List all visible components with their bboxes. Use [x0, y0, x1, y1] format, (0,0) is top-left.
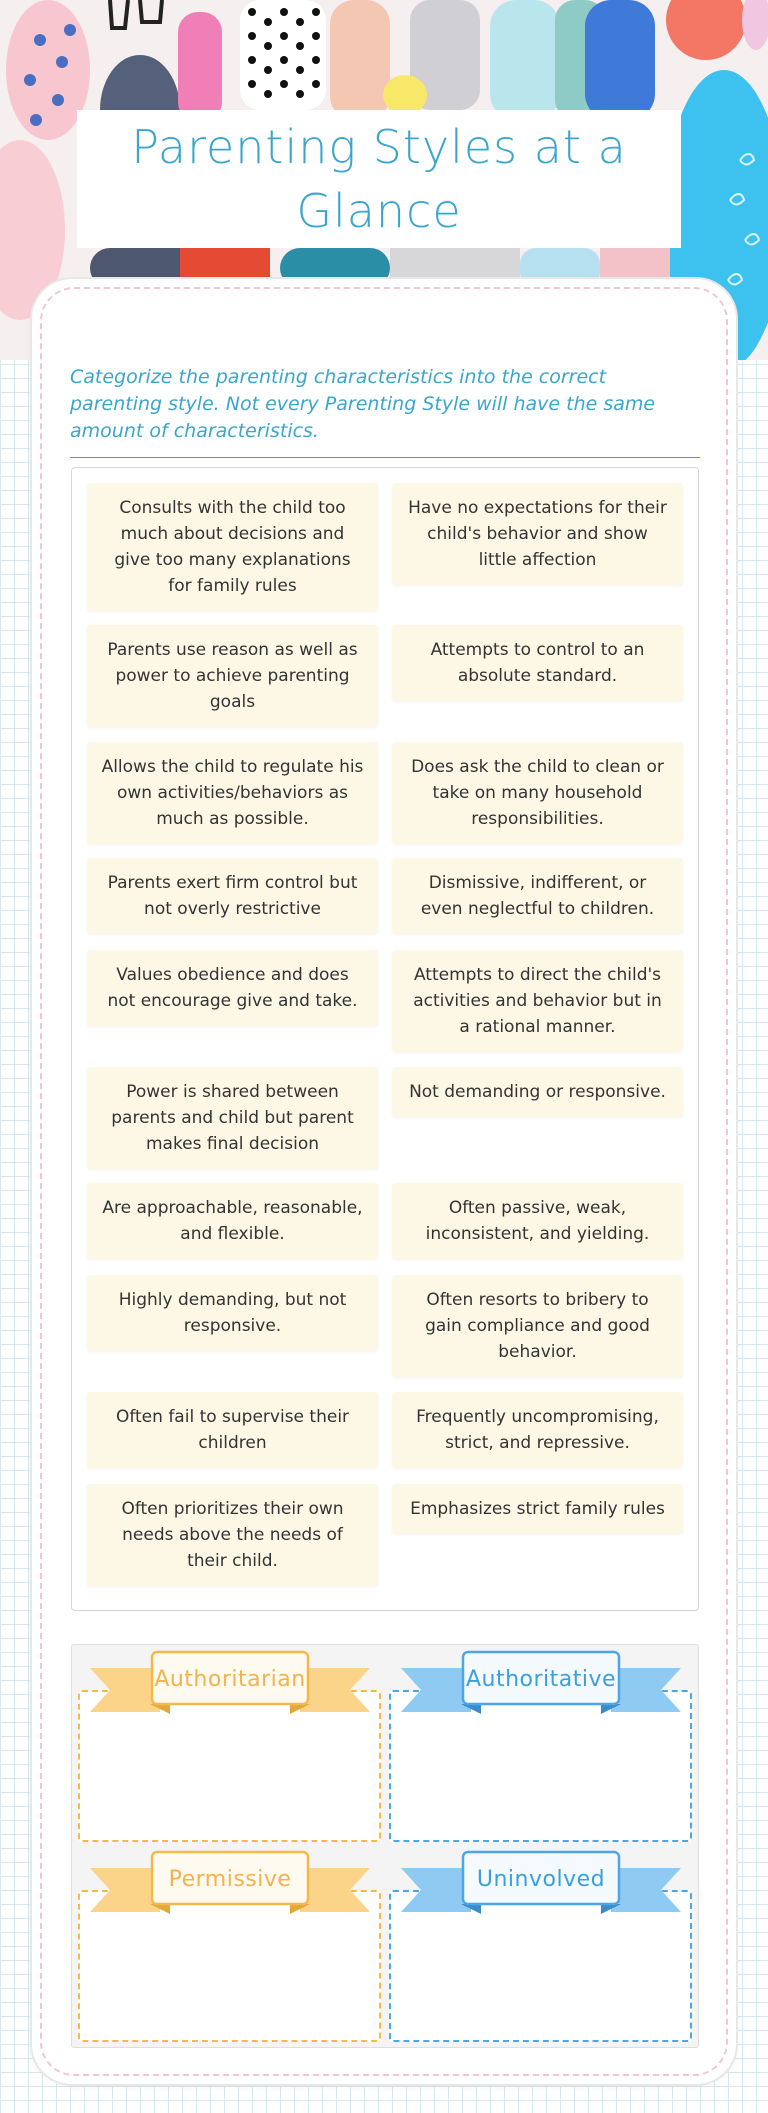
draggable-item[interactable]: Attempts to control to an absolute standard. [392, 625, 683, 701]
draggable-item[interactable]: Allows the child to regulate his own activities/behaviors as much as possible. [87, 742, 378, 844]
category-label: Uninvolved [476, 1866, 606, 1892]
draggable-item[interactable]: Values obedience and does not encourage give and take. [87, 950, 378, 1026]
draggable-item[interactable]: Not demanding or responsive. [392, 1067, 683, 1117]
draggable-item[interactable]: Often fail to supervise their children [87, 1392, 378, 1468]
category-ribbon-authoritarian [90, 1650, 370, 1716]
title-box [77, 110, 681, 248]
page-title: Parenting Styles at a Glance [131, 120, 627, 238]
items-pool [71, 467, 699, 1611]
category-ribbon-permissive [90, 1850, 370, 1916]
category-label: Permissive [168, 1866, 292, 1892]
draggable-item[interactable]: Attempts to direct the child's activities and behavior but in a rational manner. [392, 950, 683, 1052]
draggable-item[interactable]: Frequently uncompromising, strict, and repressive. [392, 1392, 683, 1468]
instructions-text: Categorize the parenting characteristics into the correct parenting style. Not every Parenting Style will have the same amount of characteristics. [70, 364, 700, 458]
draggable-item[interactable]: Highly demanding, but not responsive. [87, 1275, 378, 1351]
category-label: Authoritarian [154, 1666, 306, 1692]
category-label: Authoritative [465, 1666, 617, 1692]
draggable-item[interactable]: Consults with the child too much about decisions and give too many explanations for family rules [87, 483, 378, 611]
category-zones [71, 1644, 699, 2048]
draggable-item[interactable]: Emphasizes strict family rules [392, 1484, 683, 1534]
draggable-item[interactable]: Parents use reason as well as power to achieve parenting goals [87, 625, 378, 727]
draggable-item[interactable]: Dismissive, indifferent, or even neglectful to children. [392, 858, 683, 934]
draggable-item[interactable]: Power is shared between parents and child but parent makes final decision [87, 1067, 378, 1169]
draggable-item[interactable]: Are approachable, reasonable, and flexible. [87, 1183, 378, 1259]
draggable-item[interactable]: Often resorts to bribery to gain compliance and good behavior. [392, 1275, 683, 1377]
draggable-item[interactable]: Parents exert firm control but not overly restrictive [87, 858, 378, 934]
draggable-item[interactable]: Does ask the child to clean or take on many household responsibilities. [392, 742, 683, 844]
draggable-item[interactable]: Have no expectations for their child's behavior and show little affection [392, 483, 683, 585]
draggable-item[interactable]: Often passive, weak, inconsistent, and yielding. [392, 1183, 683, 1259]
draggable-item[interactable]: Often prioritizes their own needs above the needs of their child. [87, 1484, 378, 1586]
category-ribbon-uninvolved [401, 1850, 681, 1916]
category-ribbon-authoritative [401, 1650, 681, 1716]
